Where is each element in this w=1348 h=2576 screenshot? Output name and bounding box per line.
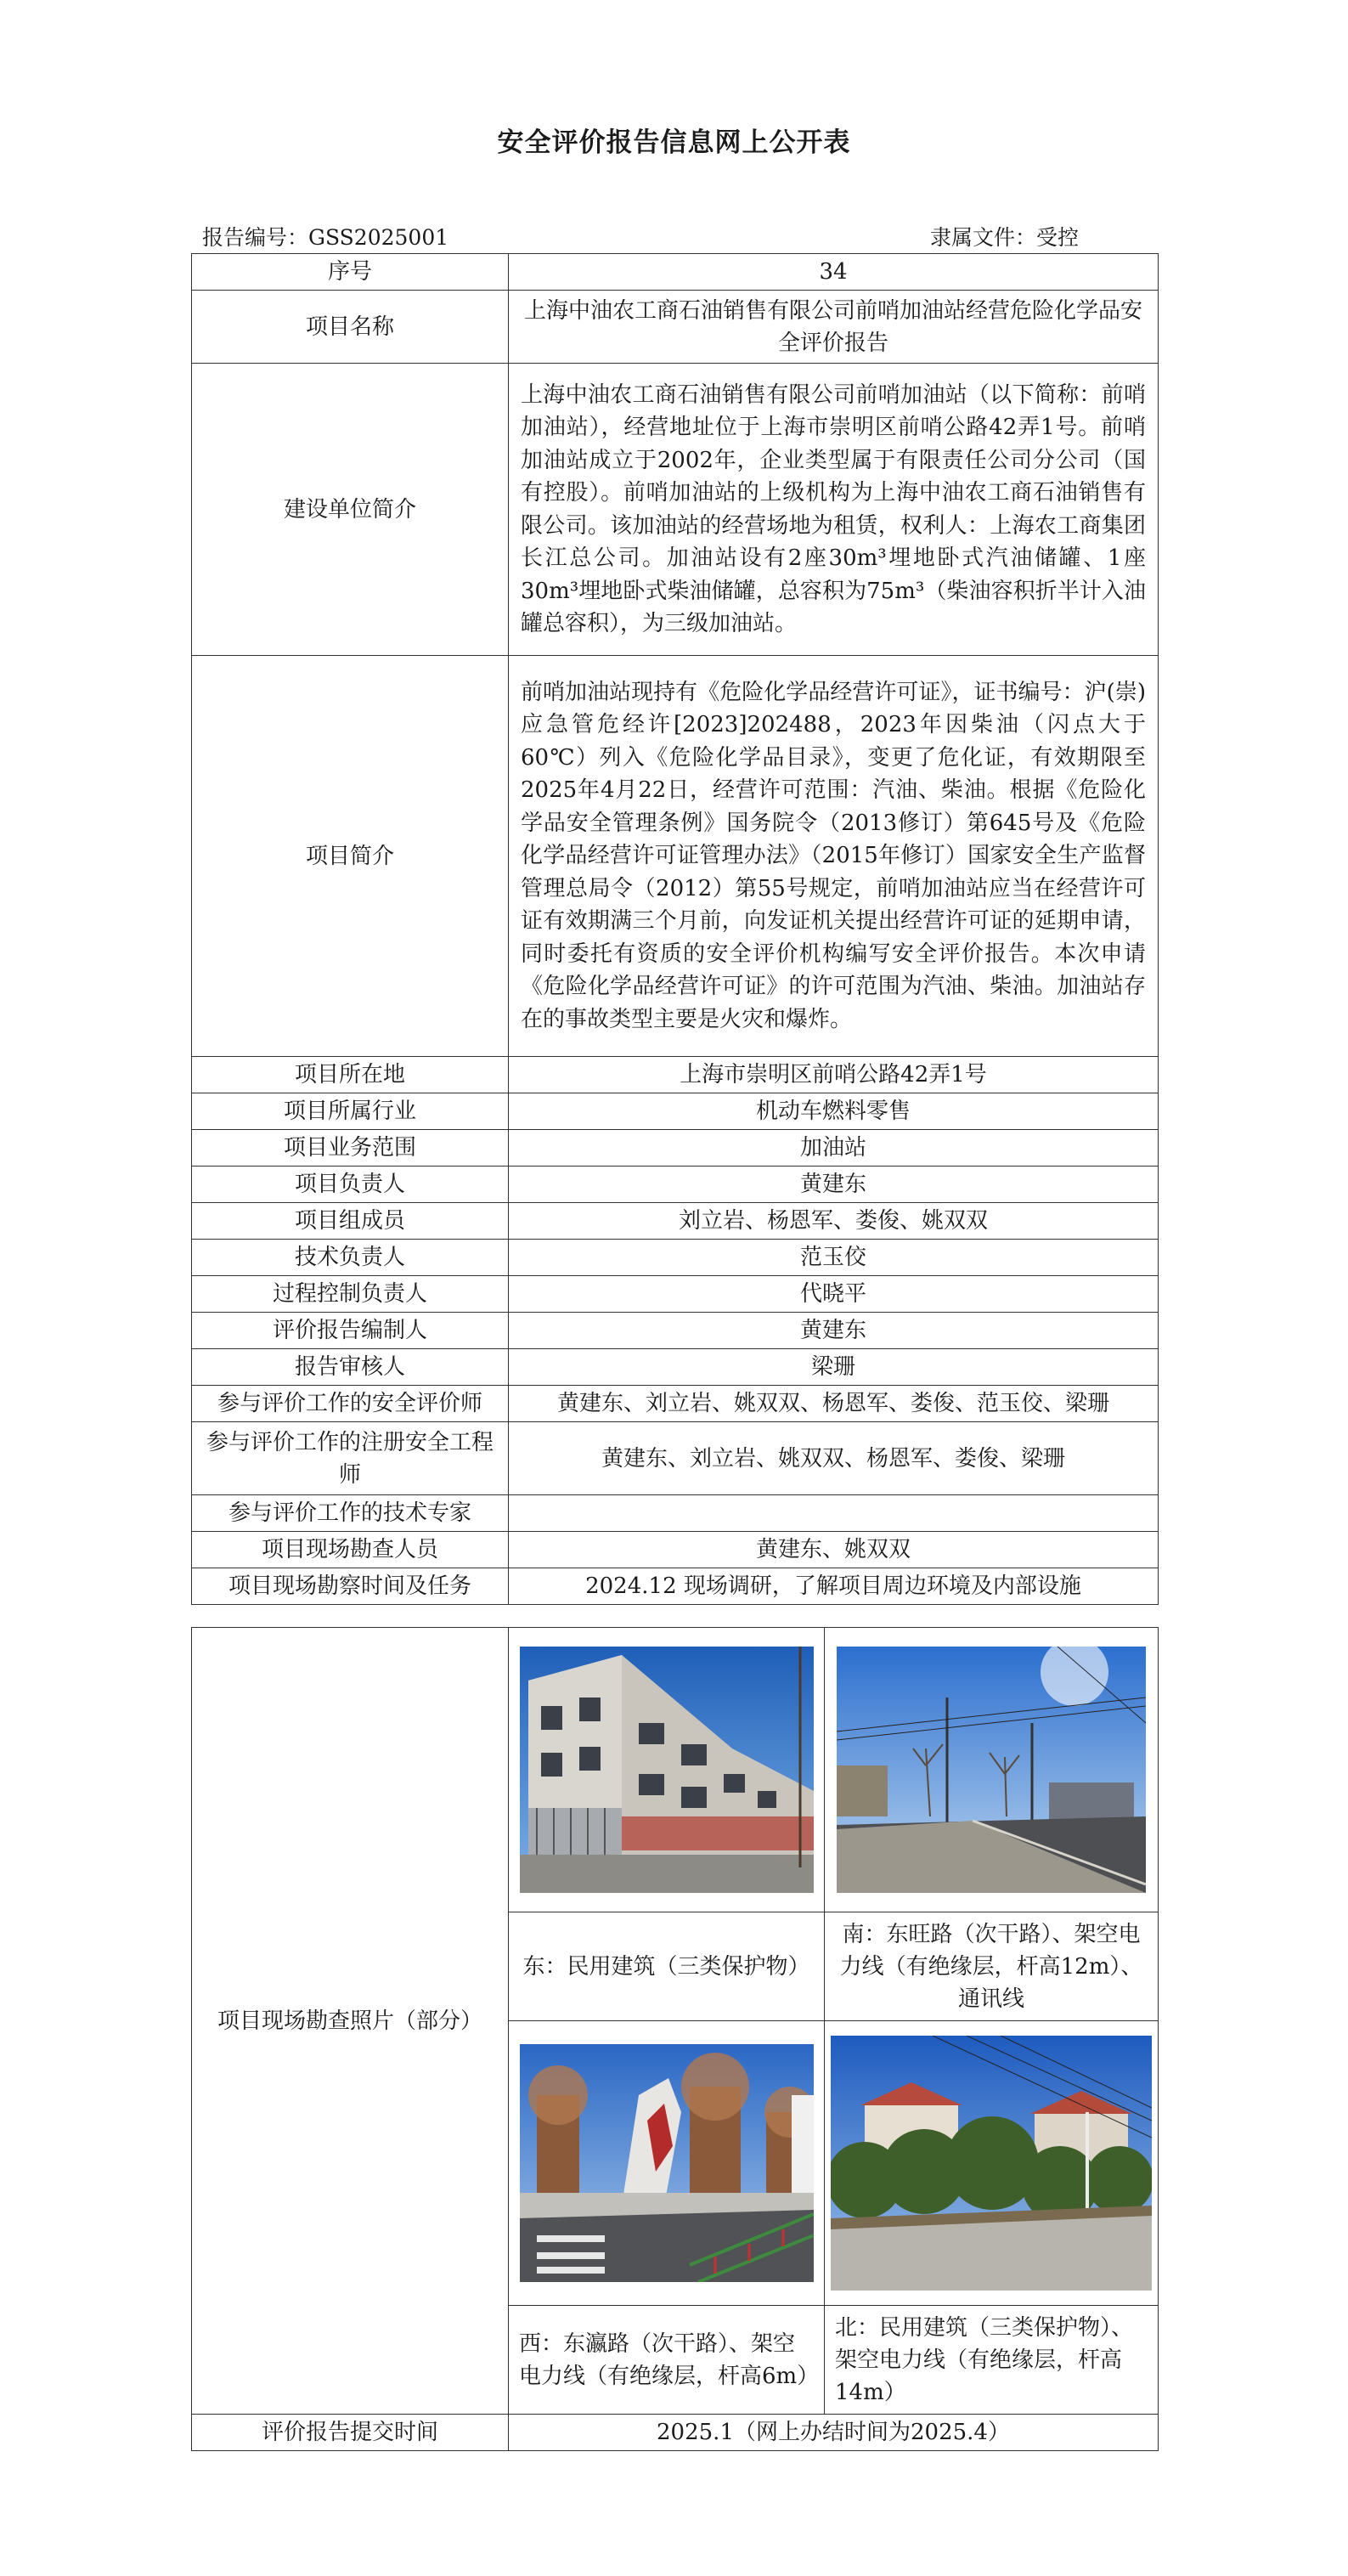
info-table — [191, 253, 1159, 1605]
table-row — [192, 1628, 1159, 1912]
table-row — [192, 1568, 1159, 1605]
project-intro-value: 前哨加油站现持有《危险化学品经营许可证》，证书编号：沪(崇)应急管危经许[2023]202488，2023年因柴油（闪点大于60℃）列入《危险化学品目录》，变更了危化证，有效期限至2025年4月22日，经营许可范围：汽油、柴油。根据《危险化学品安全管理条例》国务院令（2013修订）第645号及《危险化学品经营许可证管理办法》（2015年修订）国家安全生产监督管理总局令（2012）第55号规定，前哨加油站应当在经营许可证有效期满三个月前，向发证机关提出经营许可证的延期申请，同时委托有资质的安全评价机构编写安全评价报告。本次申请《危险化学品经营许可证》的许可范围为汽油、柴油。加油站存在的事故类型主要是火灾和爆炸。 — [509, 656, 1159, 1057]
tech-lead-value: 范玉佼 — [509, 1240, 1159, 1276]
submit-time-value: 2025.1（网上办结时间为2025.4） — [509, 2415, 1159, 2451]
project-lead-value: 黄建东 — [509, 1167, 1159, 1203]
project-name-label: 项目名称 — [192, 291, 509, 364]
industry-value: 机动车燃料零售 — [509, 1093, 1159, 1130]
project-intro-label: 项目简介 — [192, 656, 509, 1057]
project-lead-label: 项目负责人 — [192, 1167, 509, 1203]
photo-east — [520, 1647, 814, 1893]
table-row — [192, 1313, 1159, 1349]
author-label: 评价报告编制人 — [192, 1313, 509, 1349]
team-value: 刘立岩、杨恩军、娄俊、姚双双 — [509, 1203, 1159, 1240]
caption-north: 北：民用建筑（三类保护物）、架空电力线（有绝缘层，杆高14m） — [825, 2306, 1159, 2415]
table-row — [192, 1386, 1159, 1422]
seq-label: 序号 — [192, 254, 509, 291]
table-row — [192, 656, 1159, 1057]
caption-west: 西：东瀛路（次干路）、架空电力线（有绝缘层，杆高6m） — [509, 2306, 825, 2415]
table-row — [192, 1422, 1159, 1495]
photo-south-cell — [825, 1628, 1159, 1912]
table-row — [192, 1495, 1159, 1532]
project-name-value: 上海中油农工商石油销售有限公司前哨加油站经营危险化学品安全评价报告 — [509, 291, 1159, 364]
photo-north-cell — [825, 2021, 1159, 2306]
table-row — [192, 254, 1159, 291]
industry-label: 项目所属行业 — [192, 1093, 509, 1130]
evaluators-value: 黄建东、刘立岩、姚双双、杨恩军、娄俊、范玉佼、梁珊 — [509, 1386, 1159, 1422]
evaluators-label: 参与评价工作的安全评价师 — [192, 1386, 509, 1422]
process-lead-value: 代晓平 — [509, 1276, 1159, 1313]
team-label: 项目组成员 — [192, 1203, 509, 1240]
registered-engineers-value: 黄建东、刘立岩、姚双双、杨恩军、娄俊、梁珊 — [509, 1422, 1159, 1495]
page-title: 安全评价报告信息网上公开表 — [497, 127, 851, 158]
scope-value: 加油站 — [509, 1130, 1159, 1167]
document-classification: 隶属文件：受控 — [930, 225, 1080, 250]
table-row — [192, 1203, 1159, 1240]
photo-north — [831, 2036, 1152, 2291]
photo-south — [837, 1647, 1146, 1893]
table-row — [192, 1276, 1159, 1313]
table-row — [192, 1349, 1159, 1386]
unit-intro-value: 上海中油农工商石油销售有限公司前哨加油站（以下简称：前哨加油站），经营地址位于上海市崇明区前哨公路42弄1号。前哨加油站成立于2002年，企业类型属于有限责任公司分公司（国有控股）。前哨加油站的上级机构为上海中油农工商石油销售有限公司。该加油站的经营场地为租赁，权利人：上海农工商集团长江总公司。加油站设有2座30m³埋地卧式汽油储罐、1座30m³埋地卧式柴油储罐，总容积为75m³（柴油容积折半计入油罐总容积），为三级加油站。 — [509, 364, 1159, 656]
registered-engineers-label: 参与评价工作的注册安全工程师 — [192, 1422, 509, 1495]
unit-intro-label: 建设单位简介 — [192, 364, 509, 656]
survey-time-label: 项目现场勘察时间及任务 — [192, 1568, 509, 1605]
survey-staff-value: 黄建东、姚双双 — [509, 1532, 1159, 1568]
caption-east: 东：民用建筑（三类保护物） — [509, 1912, 825, 2021]
survey-time-value: 2024.12 现场调研，了解项目周边环境及内部设施 — [509, 1568, 1159, 1605]
author-value: 黄建东 — [509, 1313, 1159, 1349]
table-row — [192, 1240, 1159, 1276]
tech-lead-label: 技术负责人 — [192, 1240, 509, 1276]
caption-south: 南：东旺路（次干路）、架空电力线（有绝缘层，杆高12m）、通讯线 — [825, 1912, 1159, 2021]
table-row — [192, 1093, 1159, 1130]
seq-value: 34 — [509, 254, 1159, 291]
location-value: 上海市崇明区前哨公路42弄1号 — [509, 1057, 1159, 1093]
photo-west-cell — [509, 2021, 825, 2306]
experts-value — [509, 1495, 1159, 1532]
table-row — [192, 291, 1159, 364]
scope-label: 项目业务范围 — [192, 1130, 509, 1167]
process-lead-label: 过程控制负责人 — [192, 1276, 509, 1313]
photo-west — [520, 2044, 814, 2282]
photos-label: 项目现场勘查照片（部分） — [192, 1628, 509, 2415]
location-label: 项目所在地 — [192, 1057, 509, 1093]
reviewer-label: 报告审核人 — [192, 1349, 509, 1386]
table-row — [192, 1130, 1159, 1167]
reviewer-value: 梁珊 — [509, 1349, 1159, 1386]
photo-table — [191, 1627, 1159, 2451]
table-row — [192, 1167, 1159, 1203]
table-row — [192, 1532, 1159, 1568]
table-row — [192, 1057, 1159, 1093]
table-row — [192, 364, 1159, 656]
table-row — [192, 2415, 1159, 2451]
photo-east-cell — [509, 1628, 825, 1912]
experts-label: 参与评价工作的技术专家 — [192, 1495, 509, 1532]
survey-staff-label: 项目现场勘查人员 — [192, 1532, 509, 1568]
submit-time-label: 评价报告提交时间 — [192, 2415, 509, 2451]
report-number: 报告编号：GSS2025001 — [202, 225, 449, 250]
